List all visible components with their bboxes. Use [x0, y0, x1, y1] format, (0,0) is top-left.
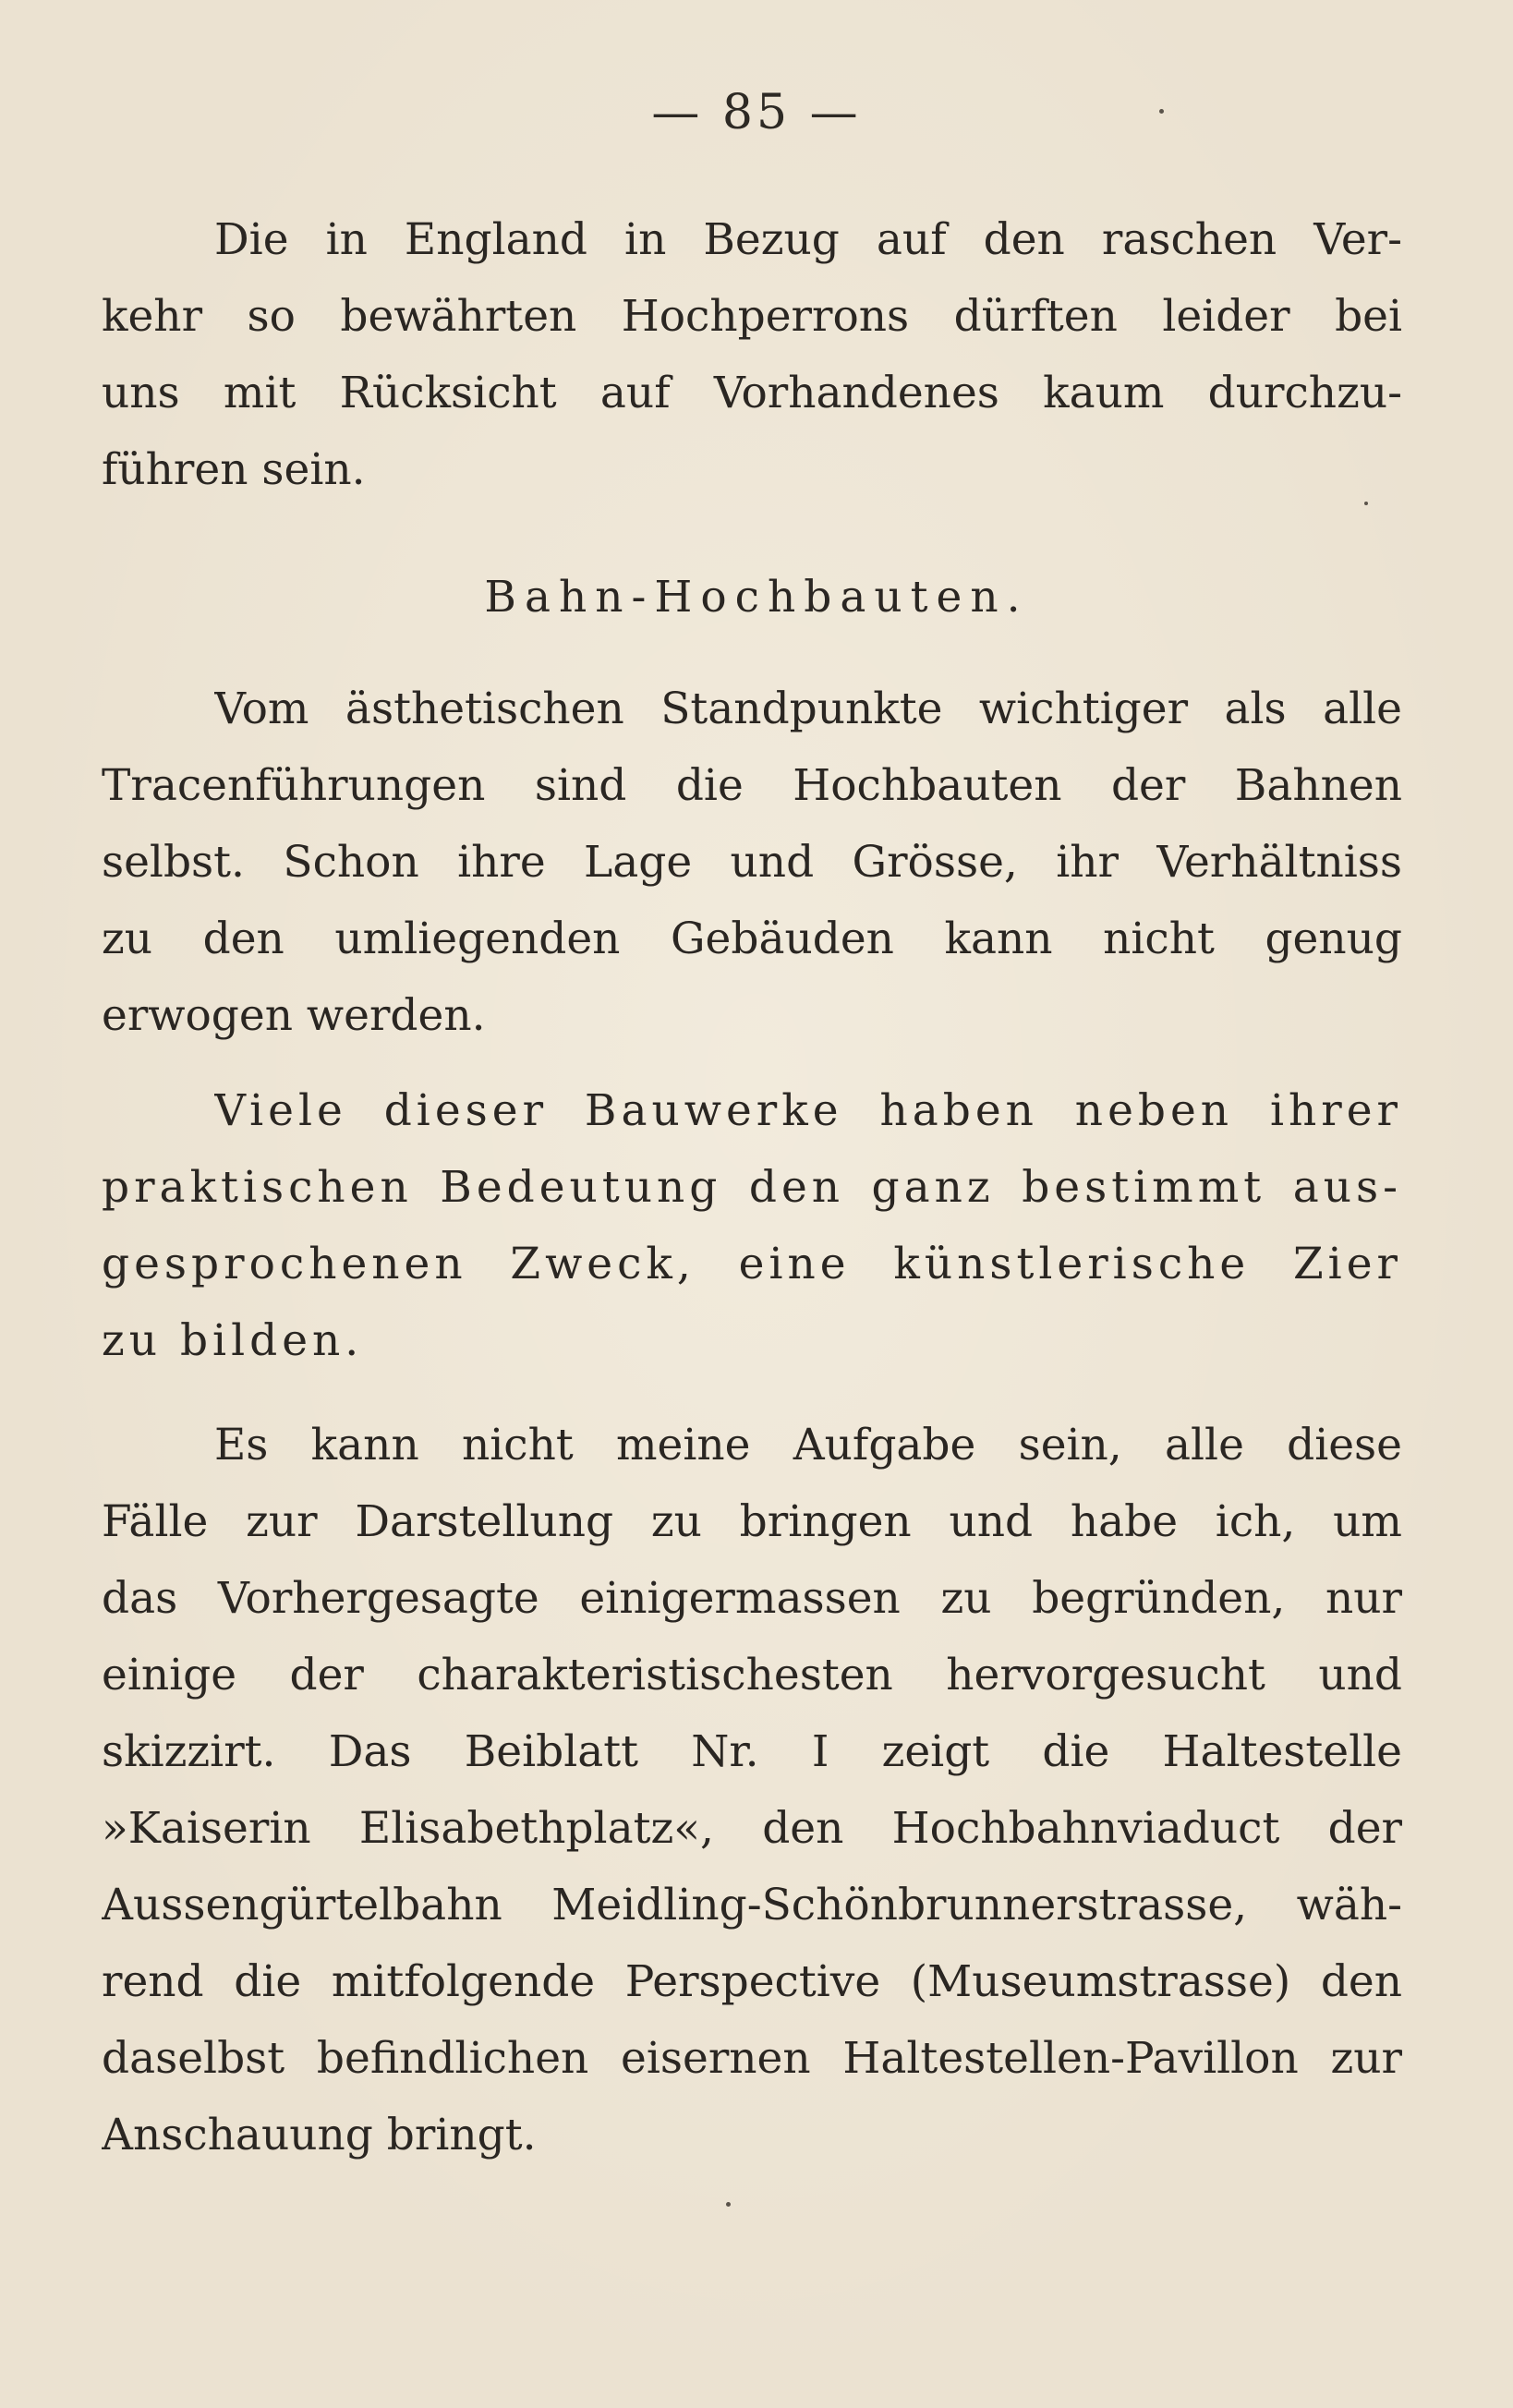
- text-line: führen sein.: [102, 444, 366, 495]
- section-heading: Bahn-Hochbauten.: [484, 572, 1029, 623]
- text-line: Es kann nicht meine Aufgabe sein, alle diese: [214, 1420, 1402, 1470]
- text-line: daselbst befindlichen eisernen Haltestellen-Pavillon zur: [102, 2033, 1402, 2084]
- page-number: — 85 —: [651, 85, 862, 140]
- text-line: erwogen werden.: [102, 990, 486, 1041]
- text-line: gesprochenen Zweck, eine künstlerische Zier: [102, 1239, 1402, 1289]
- paper-speck: [1159, 109, 1164, 114]
- text-line: skizzirt. Das Beiblatt Nr. I zeigt die Haltestelle: [102, 1726, 1402, 1777]
- text-line: praktischen Bedeutung den ganz bestimmt aus-: [102, 1162, 1402, 1213]
- text-line: Fälle zur Darstellung zu bringen und habe ich, um: [102, 1496, 1402, 1547]
- text-line: Anschauung bringt.: [102, 2110, 537, 2160]
- text-line: Die in England in Bezug auf den raschen Ver-: [214, 214, 1402, 265]
- text-line: kehr so bewährten Hochperrons dürften leider bei: [102, 291, 1402, 342]
- text-line: »Kaiserin Elisabethplatz«, den Hochbahnviaduct der: [102, 1803, 1402, 1854]
- text-line: uns mit Rücksicht auf Vorhandenes kaum durchzu-: [102, 368, 1402, 418]
- text-line: selbst. Schon ihre Lage und Grösse, ihr Verhältniss: [102, 837, 1402, 888]
- text-line: Viele dieser Bauwerke haben neben ihrer: [214, 1085, 1402, 1136]
- text-line: Tracenführungen sind die Hochbauten der Bahnen: [102, 760, 1402, 811]
- text-line: rend die mitfolgende Perspective (Museumstrasse) den: [102, 1956, 1402, 2007]
- paper-speck: [726, 2202, 731, 2207]
- text-line: zu bilden.: [102, 1315, 364, 1366]
- text-line: das Vorhergesagte einigermassen zu begründen, nur: [102, 1573, 1402, 1624]
- text-line: Vom ästhetischen Standpunkte wichtiger als alle: [214, 684, 1402, 734]
- text-line: Aussengürtelbahn Meidling-Schönbrunnerstrasse, wäh-: [102, 1880, 1402, 1930]
- text-line: einige der charakteristischesten hervorgesucht und: [102, 1650, 1402, 1700]
- text-line: zu den umliegenden Gebäuden kann nicht genug: [102, 914, 1402, 964]
- paper-speck: [1364, 502, 1368, 505]
